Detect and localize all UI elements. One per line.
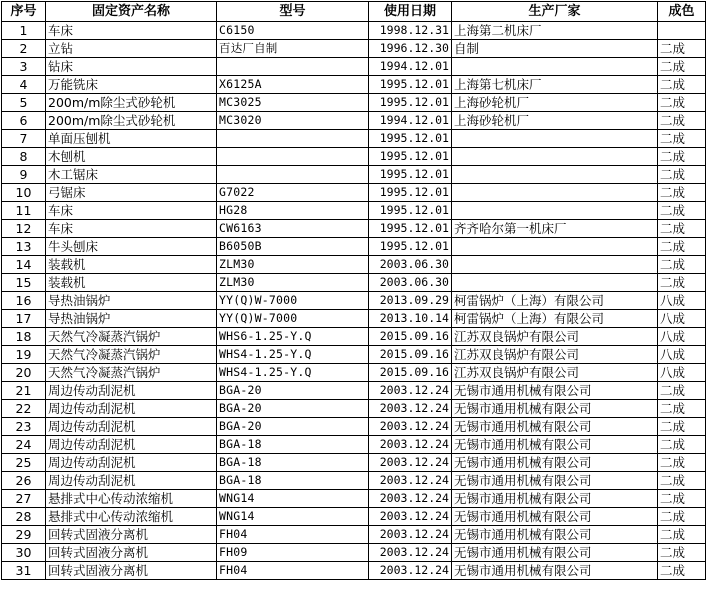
table-row — [2, 94, 706, 112]
use-date: 1995.12.01 — [369, 166, 452, 184]
row-number: 7 — [2, 130, 46, 148]
table-row — [2, 544, 706, 562]
manufacturer: 上海砂轮机厂 — [452, 112, 658, 130]
asset-name: 单面压刨机 — [46, 130, 217, 148]
model-cell: ZLM30 — [217, 256, 369, 274]
row-number: 17 — [2, 310, 46, 328]
condition: 二成 — [658, 166, 706, 184]
row-number: 12 — [2, 220, 46, 238]
table-row — [2, 454, 706, 472]
condition: 二成 — [658, 256, 706, 274]
table-row — [2, 202, 706, 220]
condition: 二成 — [658, 112, 706, 130]
asset-name: 木工锯床 — [46, 166, 217, 184]
condition: 二成 — [658, 382, 706, 400]
row-number: 18 — [2, 328, 46, 346]
asset-name: 回转式固液分离机 — [46, 544, 217, 562]
asset-name: 弓锯床 — [46, 184, 217, 202]
table-row — [2, 256, 706, 274]
manufacturer: 无锡市通用机械有限公司 — [452, 454, 658, 472]
header-date: 使用日期 — [369, 2, 452, 22]
condition: 二成 — [658, 274, 706, 292]
header-no: 序号 — [2, 2, 46, 22]
manufacturer — [452, 256, 658, 274]
row-number: 16 — [2, 292, 46, 310]
manufacturer: 无锡市通用机械有限公司 — [452, 508, 658, 526]
condition: 二成 — [658, 202, 706, 220]
table-row — [2, 220, 706, 238]
asset-name: 立钻 — [46, 40, 217, 58]
use-date: 2003.12.24 — [369, 472, 452, 490]
table-row — [2, 472, 706, 490]
use-date: 2003.12.24 — [369, 526, 452, 544]
manufacturer: 无锡市通用机械有限公司 — [452, 562, 658, 580]
model-cell: 百达厂自制 — [217, 40, 369, 58]
row-number: 30 — [2, 544, 46, 562]
asset-name: 天然气冷凝蒸汽锅炉 — [46, 328, 217, 346]
asset-name: 周边传动刮泥机 — [46, 382, 217, 400]
manufacturer: 江苏双良锅炉有限公司 — [452, 346, 658, 364]
use-date: 2015.09.16 — [369, 346, 452, 364]
row-number: 29 — [2, 526, 46, 544]
asset-name: 车床 — [46, 22, 217, 40]
condition: 二成 — [658, 562, 706, 580]
table-row — [2, 112, 706, 130]
asset-name: 回转式固液分离机 — [46, 526, 217, 544]
condition: 二成 — [658, 220, 706, 238]
asset-name: 周边传动刮泥机 — [46, 436, 217, 454]
asset-name: 天然气冷凝蒸汽锅炉 — [46, 364, 217, 382]
row-number: 28 — [2, 508, 46, 526]
model-cell: G7022 — [217, 184, 369, 202]
row-number: 8 — [2, 148, 46, 166]
row-number: 21 — [2, 382, 46, 400]
condition: 二成 — [658, 526, 706, 544]
use-date: 1995.12.01 — [369, 202, 452, 220]
condition — [658, 22, 706, 40]
use-date: 2003.06.30 — [369, 256, 452, 274]
row-number: 19 — [2, 346, 46, 364]
row-number: 6 — [2, 112, 46, 130]
row-number: 13 — [2, 238, 46, 256]
condition: 八成 — [658, 292, 706, 310]
use-date: 1998.12.31 — [369, 22, 452, 40]
row-number: 10 — [2, 184, 46, 202]
table-row — [2, 148, 706, 166]
condition: 二成 — [658, 544, 706, 562]
table-row — [2, 562, 706, 580]
use-date: 1995.12.01 — [369, 238, 452, 256]
row-number: 26 — [2, 472, 46, 490]
model-cell: BGA-18 — [217, 454, 369, 472]
model-cell: WHS6-1.25-Y.Q — [217, 328, 369, 346]
use-date: 1994.12.01 — [369, 58, 452, 76]
asset-name: 钻床 — [46, 58, 217, 76]
manufacturer: 无锡市通用机械有限公司 — [452, 382, 658, 400]
model-cell: BGA-18 — [217, 436, 369, 454]
manufacturer: 江苏双良锅炉有限公司 — [452, 364, 658, 382]
manufacturer: 齐齐哈尔第一机床厂 — [452, 220, 658, 238]
use-date: 2003.12.24 — [369, 508, 452, 526]
row-number: 3 — [2, 58, 46, 76]
condition: 二成 — [658, 58, 706, 76]
table-row — [2, 58, 706, 76]
table-row — [2, 292, 706, 310]
model-cell: FH09 — [217, 544, 369, 562]
row-number: 9 — [2, 166, 46, 184]
manufacturer: 无锡市通用机械有限公司 — [452, 436, 658, 454]
manufacturer: 无锡市通用机械有限公司 — [452, 490, 658, 508]
use-date: 1995.12.01 — [369, 220, 452, 238]
condition: 八成 — [658, 328, 706, 346]
asset-name: 悬排式中心传动浓缩机 — [46, 490, 217, 508]
asset-name: 装载机 — [46, 274, 217, 292]
model-cell: YY(Q)W-7000 — [217, 310, 369, 328]
use-date: 1995.12.01 — [369, 184, 452, 202]
table-row — [2, 22, 706, 40]
condition: 八成 — [658, 310, 706, 328]
asset-name: 车床 — [46, 220, 217, 238]
row-number: 1 — [2, 22, 46, 40]
condition: 二成 — [658, 490, 706, 508]
manufacturer — [452, 130, 658, 148]
use-date: 2003.06.30 — [369, 274, 452, 292]
row-number: 11 — [2, 202, 46, 220]
manufacturer: 自制 — [452, 40, 658, 58]
condition: 八成 — [658, 346, 706, 364]
row-number: 23 — [2, 418, 46, 436]
manufacturer: 无锡市通用机械有限公司 — [452, 400, 658, 418]
manufacturer: 江苏双良锅炉有限公司 — [452, 328, 658, 346]
use-date: 2015.09.16 — [369, 328, 452, 346]
asset-name: 导热油锅炉 — [46, 310, 217, 328]
table-row — [2, 364, 706, 382]
row-number: 14 — [2, 256, 46, 274]
row-number: 4 — [2, 76, 46, 94]
manufacturer — [452, 184, 658, 202]
table-row — [2, 310, 706, 328]
asset-name: 悬排式中心传动浓缩机 — [46, 508, 217, 526]
model-cell: BGA-20 — [217, 418, 369, 436]
use-date: 1995.12.01 — [369, 94, 452, 112]
model-cell: B6050B — [217, 238, 369, 256]
condition: 二成 — [658, 184, 706, 202]
model-cell: ZLM30 — [217, 274, 369, 292]
row-number: 27 — [2, 490, 46, 508]
row-number: 31 — [2, 562, 46, 580]
condition: 二成 — [658, 40, 706, 58]
header-name: 固定资产名称 — [46, 2, 217, 22]
use-date: 2003.12.24 — [369, 454, 452, 472]
row-number: 20 — [2, 364, 46, 382]
table-row — [2, 400, 706, 418]
table-row — [2, 346, 706, 364]
model-cell: FH04 — [217, 526, 369, 544]
asset-name: 周边传动刮泥机 — [46, 454, 217, 472]
asset-name: 车床 — [46, 202, 217, 220]
manufacturer: 上海第七机床厂 — [452, 76, 658, 94]
header-condition: 成色 — [658, 2, 706, 22]
table-row — [2, 418, 706, 436]
header-model: 型号 — [217, 2, 369, 22]
model-cell: WNG14 — [217, 490, 369, 508]
condition: 二成 — [658, 130, 706, 148]
table-row — [2, 130, 706, 148]
use-date: 2003.12.24 — [369, 490, 452, 508]
asset-name: 周边传动刮泥机 — [46, 400, 217, 418]
model-cell: X6125A — [217, 76, 369, 94]
table-row — [2, 328, 706, 346]
asset-name: 万能铣床 — [46, 76, 217, 94]
table-row — [2, 508, 706, 526]
row-number: 15 — [2, 274, 46, 292]
use-date: 2003.12.24 — [369, 544, 452, 562]
model-cell: FH04 — [217, 562, 369, 580]
table-row — [2, 382, 706, 400]
manufacturer — [452, 166, 658, 184]
model-cell: CW6163 — [217, 220, 369, 238]
condition: 二成 — [658, 436, 706, 454]
row-number: 25 — [2, 454, 46, 472]
use-date: 2003.12.24 — [369, 436, 452, 454]
asset-name: 回转式固液分离机 — [46, 562, 217, 580]
condition: 二成 — [658, 94, 706, 112]
manufacturer: 上海第二机床厂 — [452, 22, 658, 40]
condition: 二成 — [658, 238, 706, 256]
asset-name: 周边传动刮泥机 — [46, 472, 217, 490]
manufacturer: 无锡市通用机械有限公司 — [452, 526, 658, 544]
use-date: 2003.12.24 — [369, 562, 452, 580]
table-row — [2, 526, 706, 544]
manufacturer: 柯雷锅炉（上海）有限公司 — [452, 292, 658, 310]
asset-name: 200m/m除尘式砂轮机 — [46, 94, 217, 112]
asset-name: 导热油锅炉 — [46, 292, 217, 310]
use-date: 2003.12.24 — [369, 400, 452, 418]
model-cell — [217, 166, 369, 184]
condition: 二成 — [658, 76, 706, 94]
manufacturer — [452, 58, 658, 76]
manufacturer — [452, 202, 658, 220]
model-cell — [217, 130, 369, 148]
use-date: 2015.09.16 — [369, 364, 452, 382]
header-row — [2, 2, 706, 22]
asset-table — [1, 1, 706, 580]
asset-name: 木刨机 — [46, 148, 217, 166]
condition: 二成 — [658, 472, 706, 490]
model-cell — [217, 58, 369, 76]
model-cell: HG28 — [217, 202, 369, 220]
manufacturer: 无锡市通用机械有限公司 — [452, 544, 658, 562]
model-cell: WHS4-1.25-Y.Q — [217, 346, 369, 364]
table-row — [2, 274, 706, 292]
condition: 八成 — [658, 364, 706, 382]
use-date: 1995.12.01 — [369, 130, 452, 148]
asset-name: 天然气冷凝蒸汽锅炉 — [46, 346, 217, 364]
row-number: 5 — [2, 94, 46, 112]
table-row — [2, 166, 706, 184]
condition: 二成 — [658, 418, 706, 436]
table-row — [2, 40, 706, 58]
table-row — [2, 436, 706, 454]
asset-name: 200m/m除尘式砂轮机 — [46, 112, 217, 130]
condition: 二成 — [658, 508, 706, 526]
condition: 二成 — [658, 400, 706, 418]
asset-name: 装载机 — [46, 256, 217, 274]
manufacturer — [452, 238, 658, 256]
use-date: 2003.12.24 — [369, 418, 452, 436]
use-date: 1996.12.30 — [369, 40, 452, 58]
header-manufacturer: 生产厂家 — [452, 2, 658, 22]
asset-name: 周边传动刮泥机 — [46, 418, 217, 436]
manufacturer: 上海砂轮机厂 — [452, 94, 658, 112]
model-cell: WNG14 — [217, 508, 369, 526]
use-date: 2013.10.14 — [369, 310, 452, 328]
row-number: 24 — [2, 436, 46, 454]
model-cell: C6150 — [217, 22, 369, 40]
condition: 二成 — [658, 148, 706, 166]
table-row — [2, 490, 706, 508]
model-cell: MC3025 — [217, 94, 369, 112]
model-cell: YY(Q)W-7000 — [217, 292, 369, 310]
use-date: 1994.12.01 — [369, 112, 452, 130]
asset-name: 牛头刨床 — [46, 238, 217, 256]
condition: 二成 — [658, 454, 706, 472]
manufacturer: 柯雷锅炉（上海）有限公司 — [452, 310, 658, 328]
manufacturer — [452, 274, 658, 292]
table-row — [2, 76, 706, 94]
use-date: 2013.09.29 — [369, 292, 452, 310]
model-cell: BGA-18 — [217, 472, 369, 490]
row-number: 2 — [2, 40, 46, 58]
row-number: 22 — [2, 400, 46, 418]
model-cell: BGA-20 — [217, 400, 369, 418]
use-date: 2003.12.24 — [369, 382, 452, 400]
table-row — [2, 238, 706, 256]
model-cell: BGA-20 — [217, 382, 369, 400]
model-cell: WHS4-1.25-Y.Q — [217, 364, 369, 382]
table-row — [2, 184, 706, 202]
manufacturer: 无锡市通用机械有限公司 — [452, 418, 658, 436]
model-cell — [217, 148, 369, 166]
manufacturer: 无锡市通用机械有限公司 — [452, 472, 658, 490]
use-date: 1995.12.01 — [369, 148, 452, 166]
model-cell: MC3020 — [217, 112, 369, 130]
manufacturer — [452, 148, 658, 166]
use-date: 1995.12.01 — [369, 76, 452, 94]
